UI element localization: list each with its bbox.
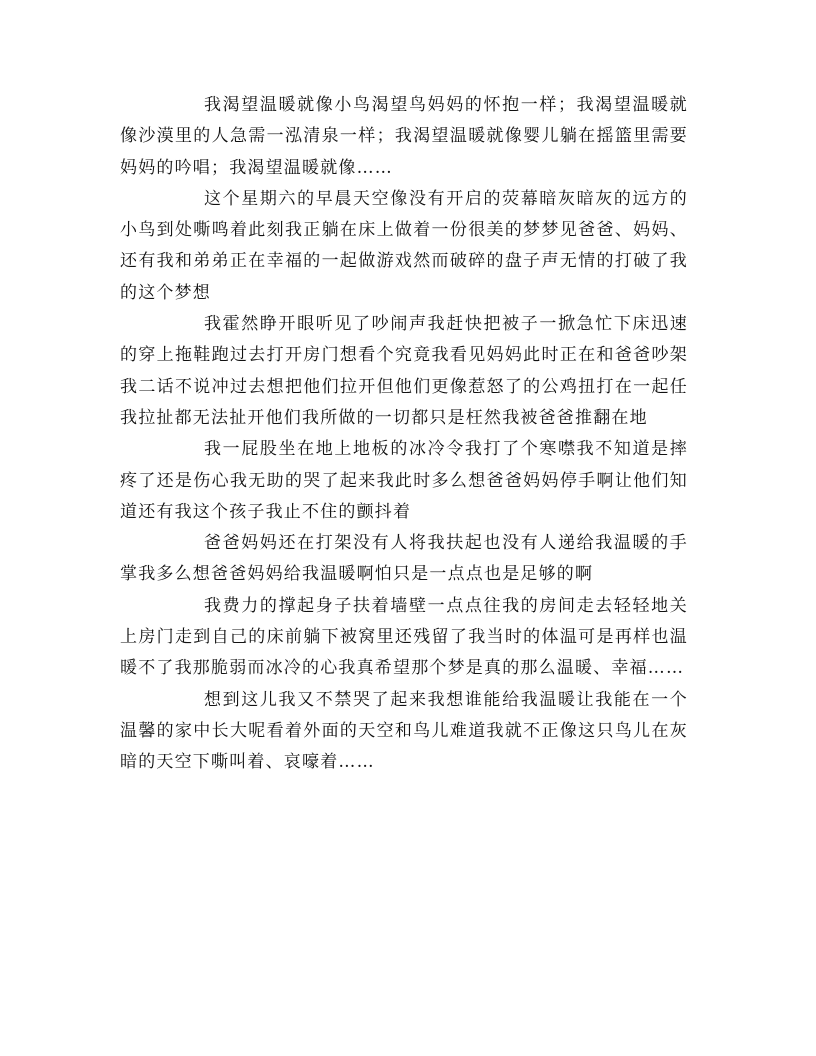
paragraph-7: 想到这儿我又不禁哭了起来我想谁能给我温暖让我能在一个温馨的家中长大呢看着外面的天空和鸟儿难道我就不正像这只鸟儿在灰暗的天空下嘶叫着、哀嚎着…… (120, 689, 688, 773)
paragraph-1: 我渴望温暖就像小鸟渴望鸟妈妈的怀抱一样；我渴望温暖就像沙漠里的人急需一泓清泉一样；我渴望温暖就像婴儿躺在摇篮里需要妈妈的吟唱；我渴望温暖就像…… (120, 95, 688, 178)
paragraph-6: 我费力的撑起身子扶着墙壁一点点往我的房间走去轻轻地关上房门走到自己的床前躺下被窝里还残留了我当时的体温可是再样也温暖不了我那脆弱而冰冷的心我真希望那个梦是真的那么温暖、幸福…… (120, 595, 688, 679)
document-page (120, 90, 688, 779)
paragraph-2: 这个星期六的早晨天空像没有开启的荧幕暗灰暗灰的远方的小鸟到处嘶鸣着此刻我正躺在床上做着一份很美的梦梦见爸爸、妈妈、还有我和弟弟正在幸福的一起做游戏然而破碎的盘子声无情的打破了我的这个梦想 (120, 188, 688, 303)
paragraph-5: 爸爸妈妈还在打架没有人将我扶起也没有人递给我温暖的手掌我多么想爸爸妈妈给我温暖啊怕只是一点点也是足够的啊 (120, 533, 688, 585)
paragraph-3: 我霍然睁开眼听见了吵闹声我赶快把被子一掀急忙下床迅速的穿上拖鞋跑过去打开房门想看个究竟我看见妈妈此时正在和爸爸吵架我二话不说冲过去想把他们拉开但他们更像惹怒了的公鸡扭打在一起任我拉扯都无法扯开他们我所做的一切都只是枉然我被爸爸推翻在地 (120, 314, 688, 428)
paragraph-4: 我一屁股坐在地上地板的冰冷令我打了个寒噤我不知道是摔疼了还是伤心我无助的哭了起来我此时多么想爸爸妈妈停手啊让他们知道还有我这个孩子我止不住的颤抖着 (120, 439, 688, 522)
